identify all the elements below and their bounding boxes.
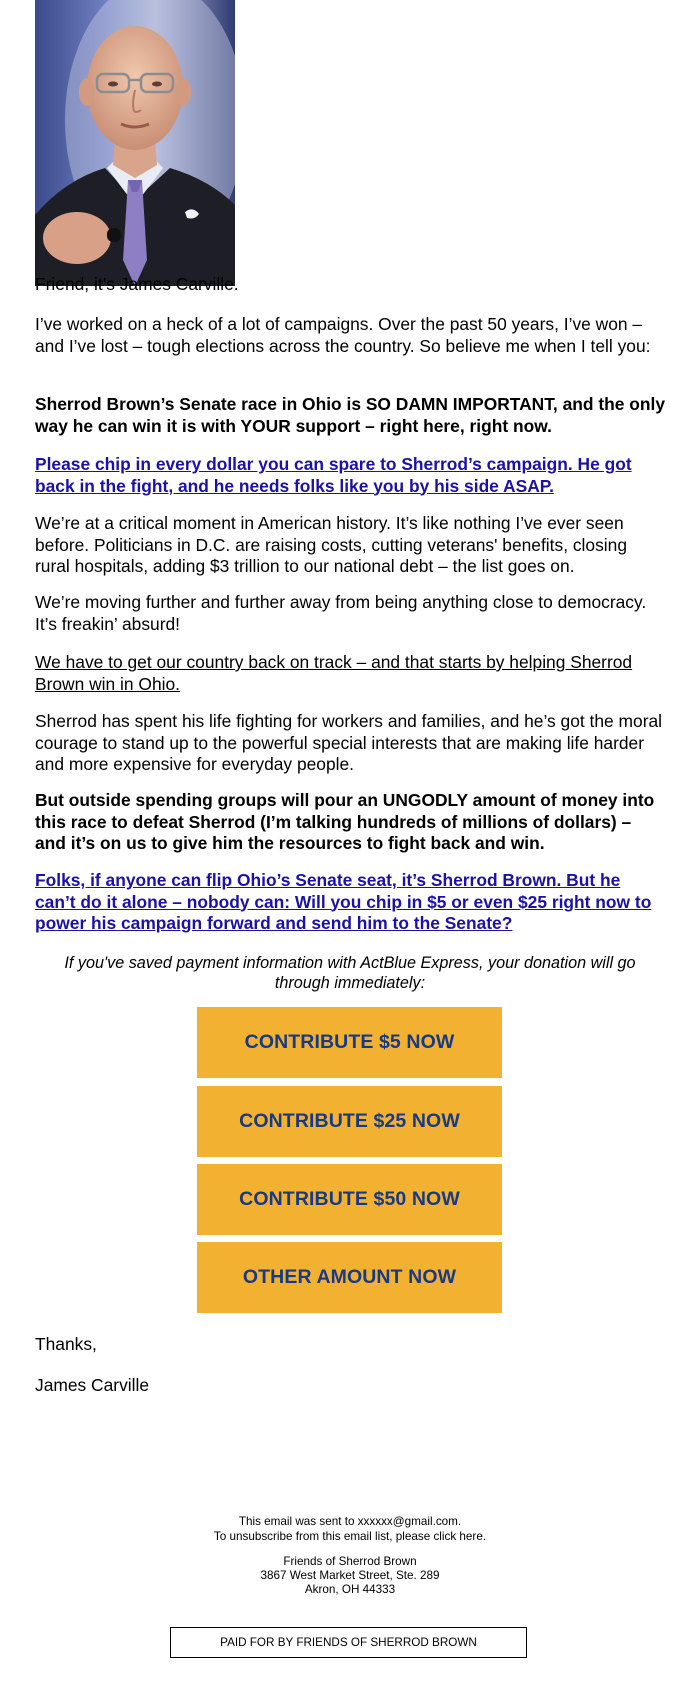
chip-in-link[interactable]: Please chip in every dollar you can spare to Sherrod’s campaign. He got back in the fight, and he needs folks like you by his side ASAP. bbox=[35, 454, 632, 496]
greeting: Friend, it’s James Carville. bbox=[35, 274, 239, 294]
contribute-5-button[interactable]: CONTRIBUTE $5 NOW bbox=[197, 1007, 502, 1078]
org-name: Friends of Sherrod Brown bbox=[283, 1555, 417, 1568]
intro-paragraph: I’ve worked on a heck of a lot of campaigns. Over the past 50 years, I’ve won – and I’ve lost – tough elections across the country. So believe me when I tell you: bbox=[35, 314, 651, 356]
portrait-illustration bbox=[35, 0, 235, 286]
org-street: 3867 West Market Street, Ste. 289 bbox=[260, 1569, 440, 1582]
importance-paragraph: Sherrod Brown’s Senate race in Ohio is SO DAMN IMPORTANT, and the only way he can win it is with YOUR support – right here, right now. bbox=[35, 394, 666, 436]
actblue-express-note: If you've saved payment information with ActBlue Express, your donation will go through immediately: bbox=[64, 954, 636, 992]
org-city: Akron, OH 44333 bbox=[304, 1583, 396, 1596]
outside-spending-paragraph: But outside spending groups will pour an UNGODLY amount of money into this race to defeat Sherrod (I’m talking hundreds of millions of dollars) – and it’s on us to give him the resources to fight back and win. bbox=[35, 790, 655, 853]
donate-link-paragraph bbox=[35, 454, 665, 497]
other-amount-button[interactable]: OTHER AMOUNT NOW bbox=[197, 1242, 502, 1313]
contribute-50-button[interactable]: CONTRIBUTE $50 NOW bbox=[197, 1164, 502, 1235]
flip-seat-paragraph bbox=[35, 870, 665, 935]
back-on-track-paragraph: We have to get our country back on track – and that starts by helping Sherrod Brown win in Ohio. bbox=[35, 652, 633, 694]
portrait-image bbox=[35, 0, 235, 286]
sent-to-text: This email was sent to xxxxxx@gmail.com. bbox=[238, 1515, 462, 1528]
paid-for-disclaimer: PAID FOR BY FRIENDS OF SHERROD BROWN bbox=[170, 1627, 527, 1658]
signature-name: James Carville bbox=[35, 1375, 150, 1395]
contribute-25-button[interactable]: CONTRIBUTE $25 NOW bbox=[197, 1086, 502, 1157]
democracy-paragraph: We’re moving further and further away from being anything close to democracy. It’s freakin’ absurd! bbox=[35, 592, 647, 634]
critical-moment-paragraph: We’re at a critical moment in American history. It’s like nothing I’ve ever seen before. Politicians in D.C. are raising costs, cutting veterans' benefits, closing rural hospitals, adding $3 trillion to our national debt – the list goes on. bbox=[35, 513, 627, 576]
thanks-text: Thanks, bbox=[35, 1334, 97, 1354]
sherrod-record-paragraph: Sherrod has spent his life fighting for workers and families, and he’s got the moral courage to stand up to the powerful special interests that are making life harder and more expensive for everyday people. bbox=[35, 711, 663, 774]
unsubscribe-link[interactable]: To unsubscribe from this email list, please click here. bbox=[213, 1530, 487, 1543]
flip-seat-link[interactable]: Folks, if anyone can flip Ohio’s Senate seat, it’s Sherrod Brown. But he can’t do it alone – nobody can: Will you chip in $5 or even $25 right now to power his campaign forward and send him to the Senate? bbox=[35, 870, 652, 933]
